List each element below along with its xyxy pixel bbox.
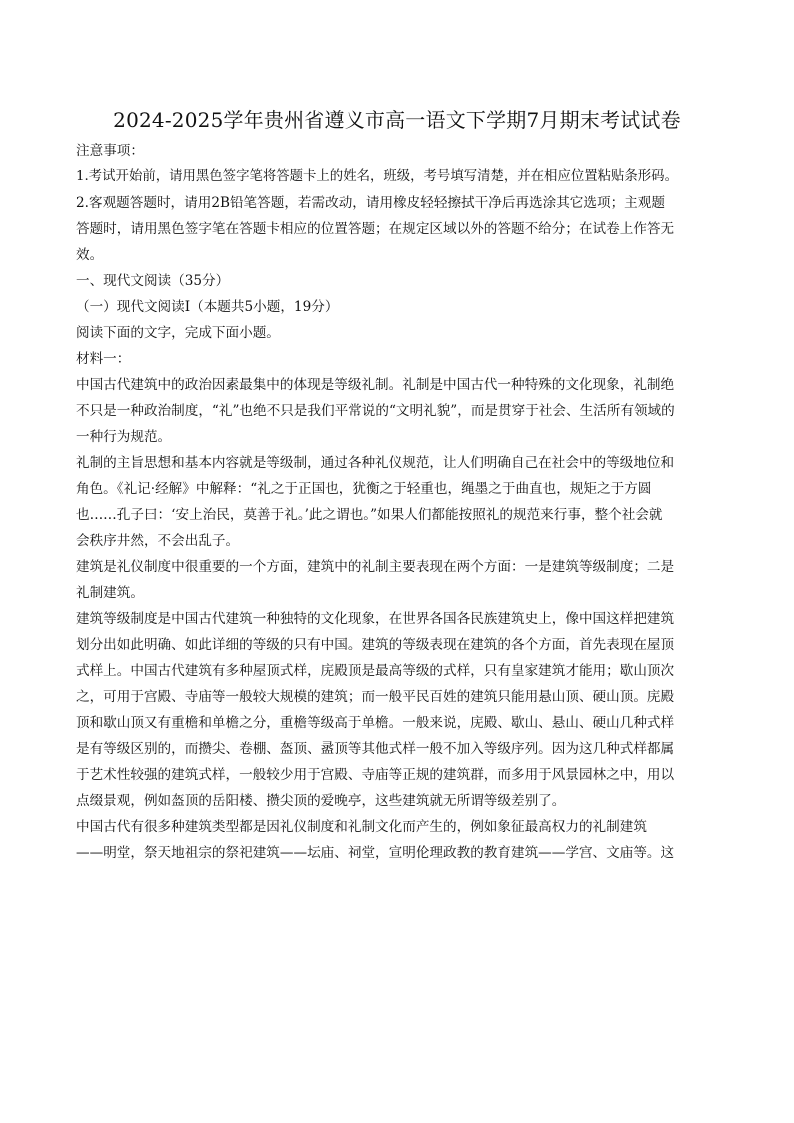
paragraph-line: 角色。《礼记·经解》中解释：“礼之于正国也，犹衡之于轻重也，绳墨之于曲直也，规矩之于方圆 [76,481,652,497]
paragraph-4 [76,606,722,814]
paragraph-line: 式样上。中国古代建筑有多种屋顶式样，庑殿顶是最高等级的式样，只有皇家建筑才能用；歇山顶次 [76,663,675,679]
material-label: 材料一： [76,351,131,367]
document-title: 2024-2025学年贵州省遵义市高一语文下学期7月期末考试试卷 [113,108,681,132]
notice-item-2 [76,190,722,268]
paragraph-5 [76,814,722,866]
notice-item-1: 1.考试开始前，请用黑色签字笔将答题卡上的姓名，班级，考号填写清楚，并在相应位置粘贴条形码。 [76,169,678,184]
paragraph-line: ——明堂，祭天地祖宗的祭祀建筑——坛庙、祠堂，宣明伦理政教的教育建筑——学宫、文庙等。这 [76,845,675,861]
section-subheading: （一）现代文阅读Ⅰ（本题共5小题，19分） [76,299,339,315]
paragraph-line: 点缀景观，例如盔顶的岳阳楼、攒尖顶的爱晚亭，这些建筑就无所谓等级差别了。 [76,793,566,809]
paragraph-line: 于艺术性较强的建筑式样，一般较少用于宫殿、寺庙等正规的建筑群，而多用于风景园林之中，用以 [76,767,675,783]
paragraph-line: 也……孔子曰：‘安上治民，莫善于礼。’此之谓也。”如果人们都能按照礼的规范来行事，整个社会就 [76,507,663,523]
reading-instruction: 阅读下面的文字，完成下面小题。 [76,325,280,341]
notice-item-2-line: 效。 [76,247,104,263]
notice-item-2-line: 答题时，请用黑色签字笔在答题卡相应的位置答题；在规定区域以外的答题不给分；在试卷上作答无 [76,221,675,237]
paragraph-line: 会秩序井然，不会出乱子。 [76,533,240,549]
section-heading: 一、现代文阅读（35分） [76,273,230,289]
paragraph-line: 建筑等级制度是中国古代建筑一种独特的文化现象，在世界各国各民族建筑史上，像中国这样把建筑 [76,611,675,627]
paragraph-line: 礼制的主旨思想和基本内容就是等级制，通过各种礼仪规范，让人们明确自己在社会中的等级地位和 [76,455,675,471]
paragraph-line: 礼制建筑。 [76,585,144,601]
paragraph-line: 顶和歇山顶又有重檐和单檐之分，重檐等级高于单檐。一般来说，庑殿、歇山、悬山、硬山几种式样 [76,715,675,731]
paragraph-line: 不只是一种政治制度，“礼”也绝不只是我们平常说的“文明礼貌”，而是贯穿于社会、生活所有领域的 [76,403,675,419]
paragraph-line: 中国古代有很多种建筑类型都是因礼仪制度和礼制文化而产生的，例如象征最高权力的礼制建筑 [76,819,647,835]
paragraph-line: 建筑是礼仪制度中很重要的一个方面，建筑中的礼制主要表现在两个方面：一是建筑等级制度；二是 [76,559,675,575]
paragraph-line: 一种行为规范。 [76,429,172,445]
paragraph-line: 中国古代建筑中的政治因素最集中的体现是等级礼制。礼制是中国古代一种特殊的文化现象，礼制绝 [76,377,675,393]
paragraph-1 [76,372,722,450]
notice-item-2-line: 2.客观题答题时，请用2B铅笔答题，若需改动，请用橡皮轻轻擦拭干净后再选涂其它选项；主观题 [76,195,665,211]
document-body [76,138,722,866]
paragraph-3 [76,554,722,606]
paragraph-line: 划分出如此明确、如此详细的等级的只有中国。建筑的等级表现在建筑的各个方面，首先表现在屋顶 [76,637,675,653]
notice-heading: 注意事项： [76,143,144,159]
paragraph-line: 之，可用于宫殿、寺庙等一般较大规模的建筑；而一般平民百姓的建筑只能用悬山顶、硬山顶。庑殿 [76,689,675,705]
paragraph-line: 是有等级区别的，而攒尖、卷棚、盔顶、盝顶等其他式样一般不加入等级序列。因为这几种式样都属 [76,741,675,757]
paragraph-2 [76,450,722,554]
